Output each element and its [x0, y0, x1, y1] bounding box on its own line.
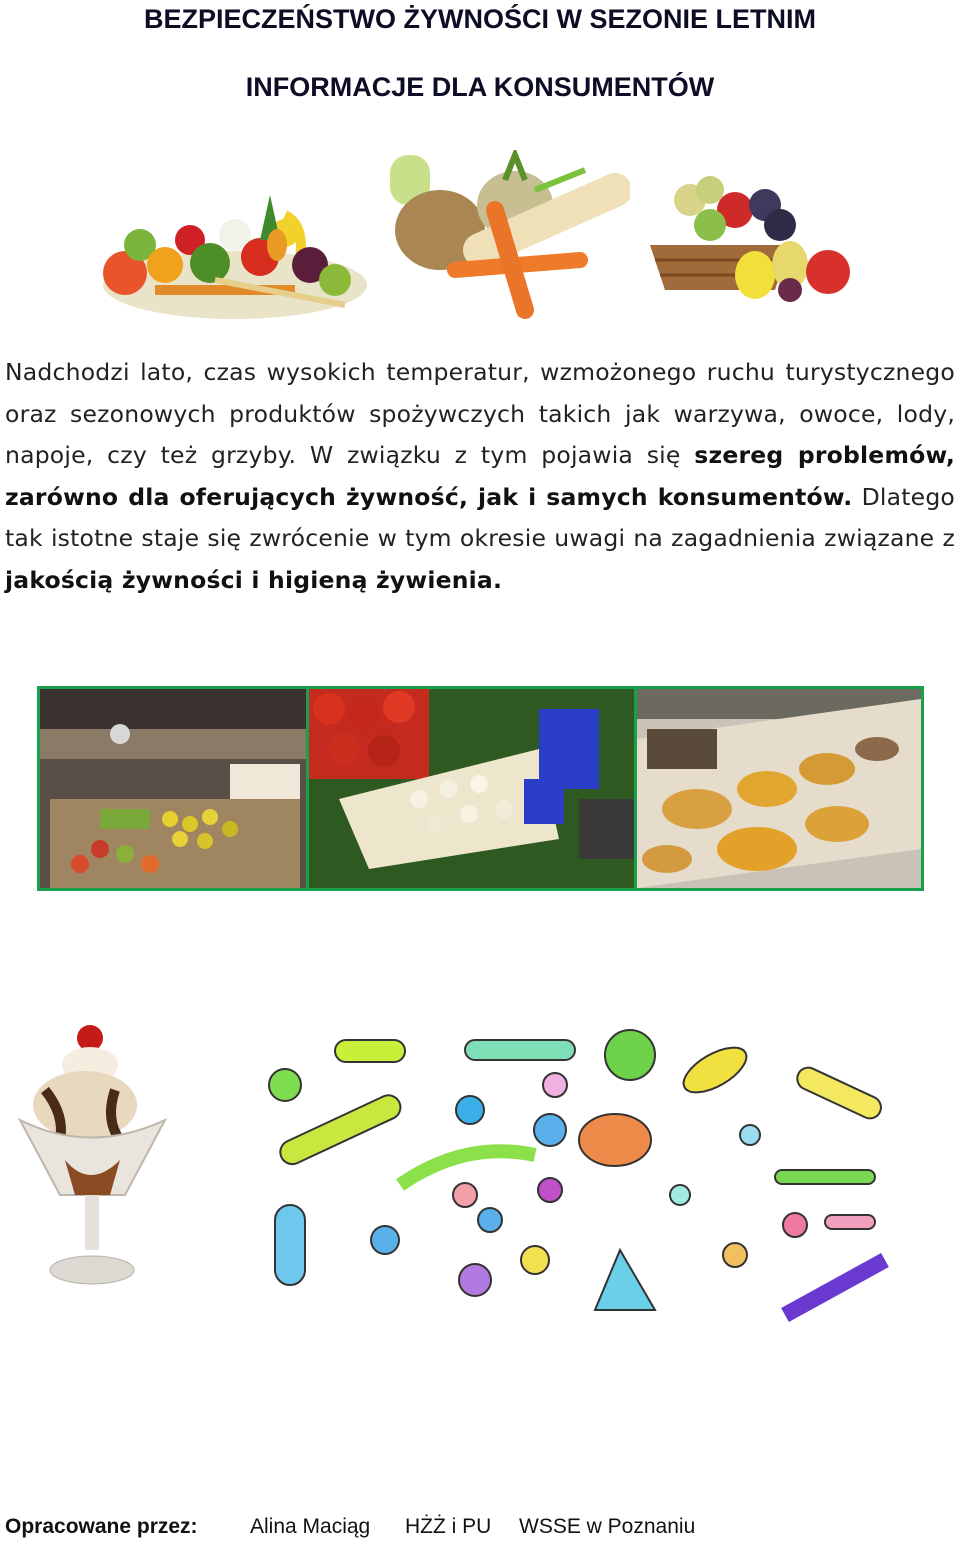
mushroom-stall-photo [634, 686, 924, 891]
intro-paragraph [5, 352, 955, 601]
footer-author: Alina Maciąg [250, 1515, 371, 1538]
bacteria-illustration [235, 1020, 910, 1325]
footer-organization: WSSE w Poznaniu [519, 1515, 696, 1538]
market-stall-photo [37, 686, 309, 891]
vegetable-crates-photo [306, 686, 637, 891]
root-vegetables-photo [385, 150, 630, 320]
fruit-basket-photo [640, 170, 860, 305]
ice-cream-sundae-photo [15, 1020, 170, 1290]
intro-bold-1: szereg problemów, zarówno dla oferujących żywność, jak i samych konsumentów. [5, 441, 956, 511]
footer-department: HŻŻ i PU [405, 1515, 492, 1538]
document-subtitle: INFORMACJE DLA KONSUMENTÓW [245, 72, 715, 102]
intro-text-2: Dlatego tak istotne staje się zwrócenie w tym okresie uwagi na zagadnienia związane z [5, 482, 956, 552]
intro-text-1: Nadchodzi lato, czas wysokich temperatur, wzmożonego ruchu turystycznego oraz sezonowych produktów spożywczych takich jak warzywa, owoce, lody, napoje, czy też grzyby. W związku z tym pojawia się [5, 358, 955, 469]
document-title: BEZPIECZEŃSTWO ŻYWNOŚCI W SEZONIE LETNIM [144, 4, 816, 34]
fruits-vegetables-photo [95, 185, 370, 325]
footer-label: Opracowane przez: [5, 1515, 198, 1538]
intro-bold-2: jakością żywności i higieną żywienia. [5, 565, 503, 594]
